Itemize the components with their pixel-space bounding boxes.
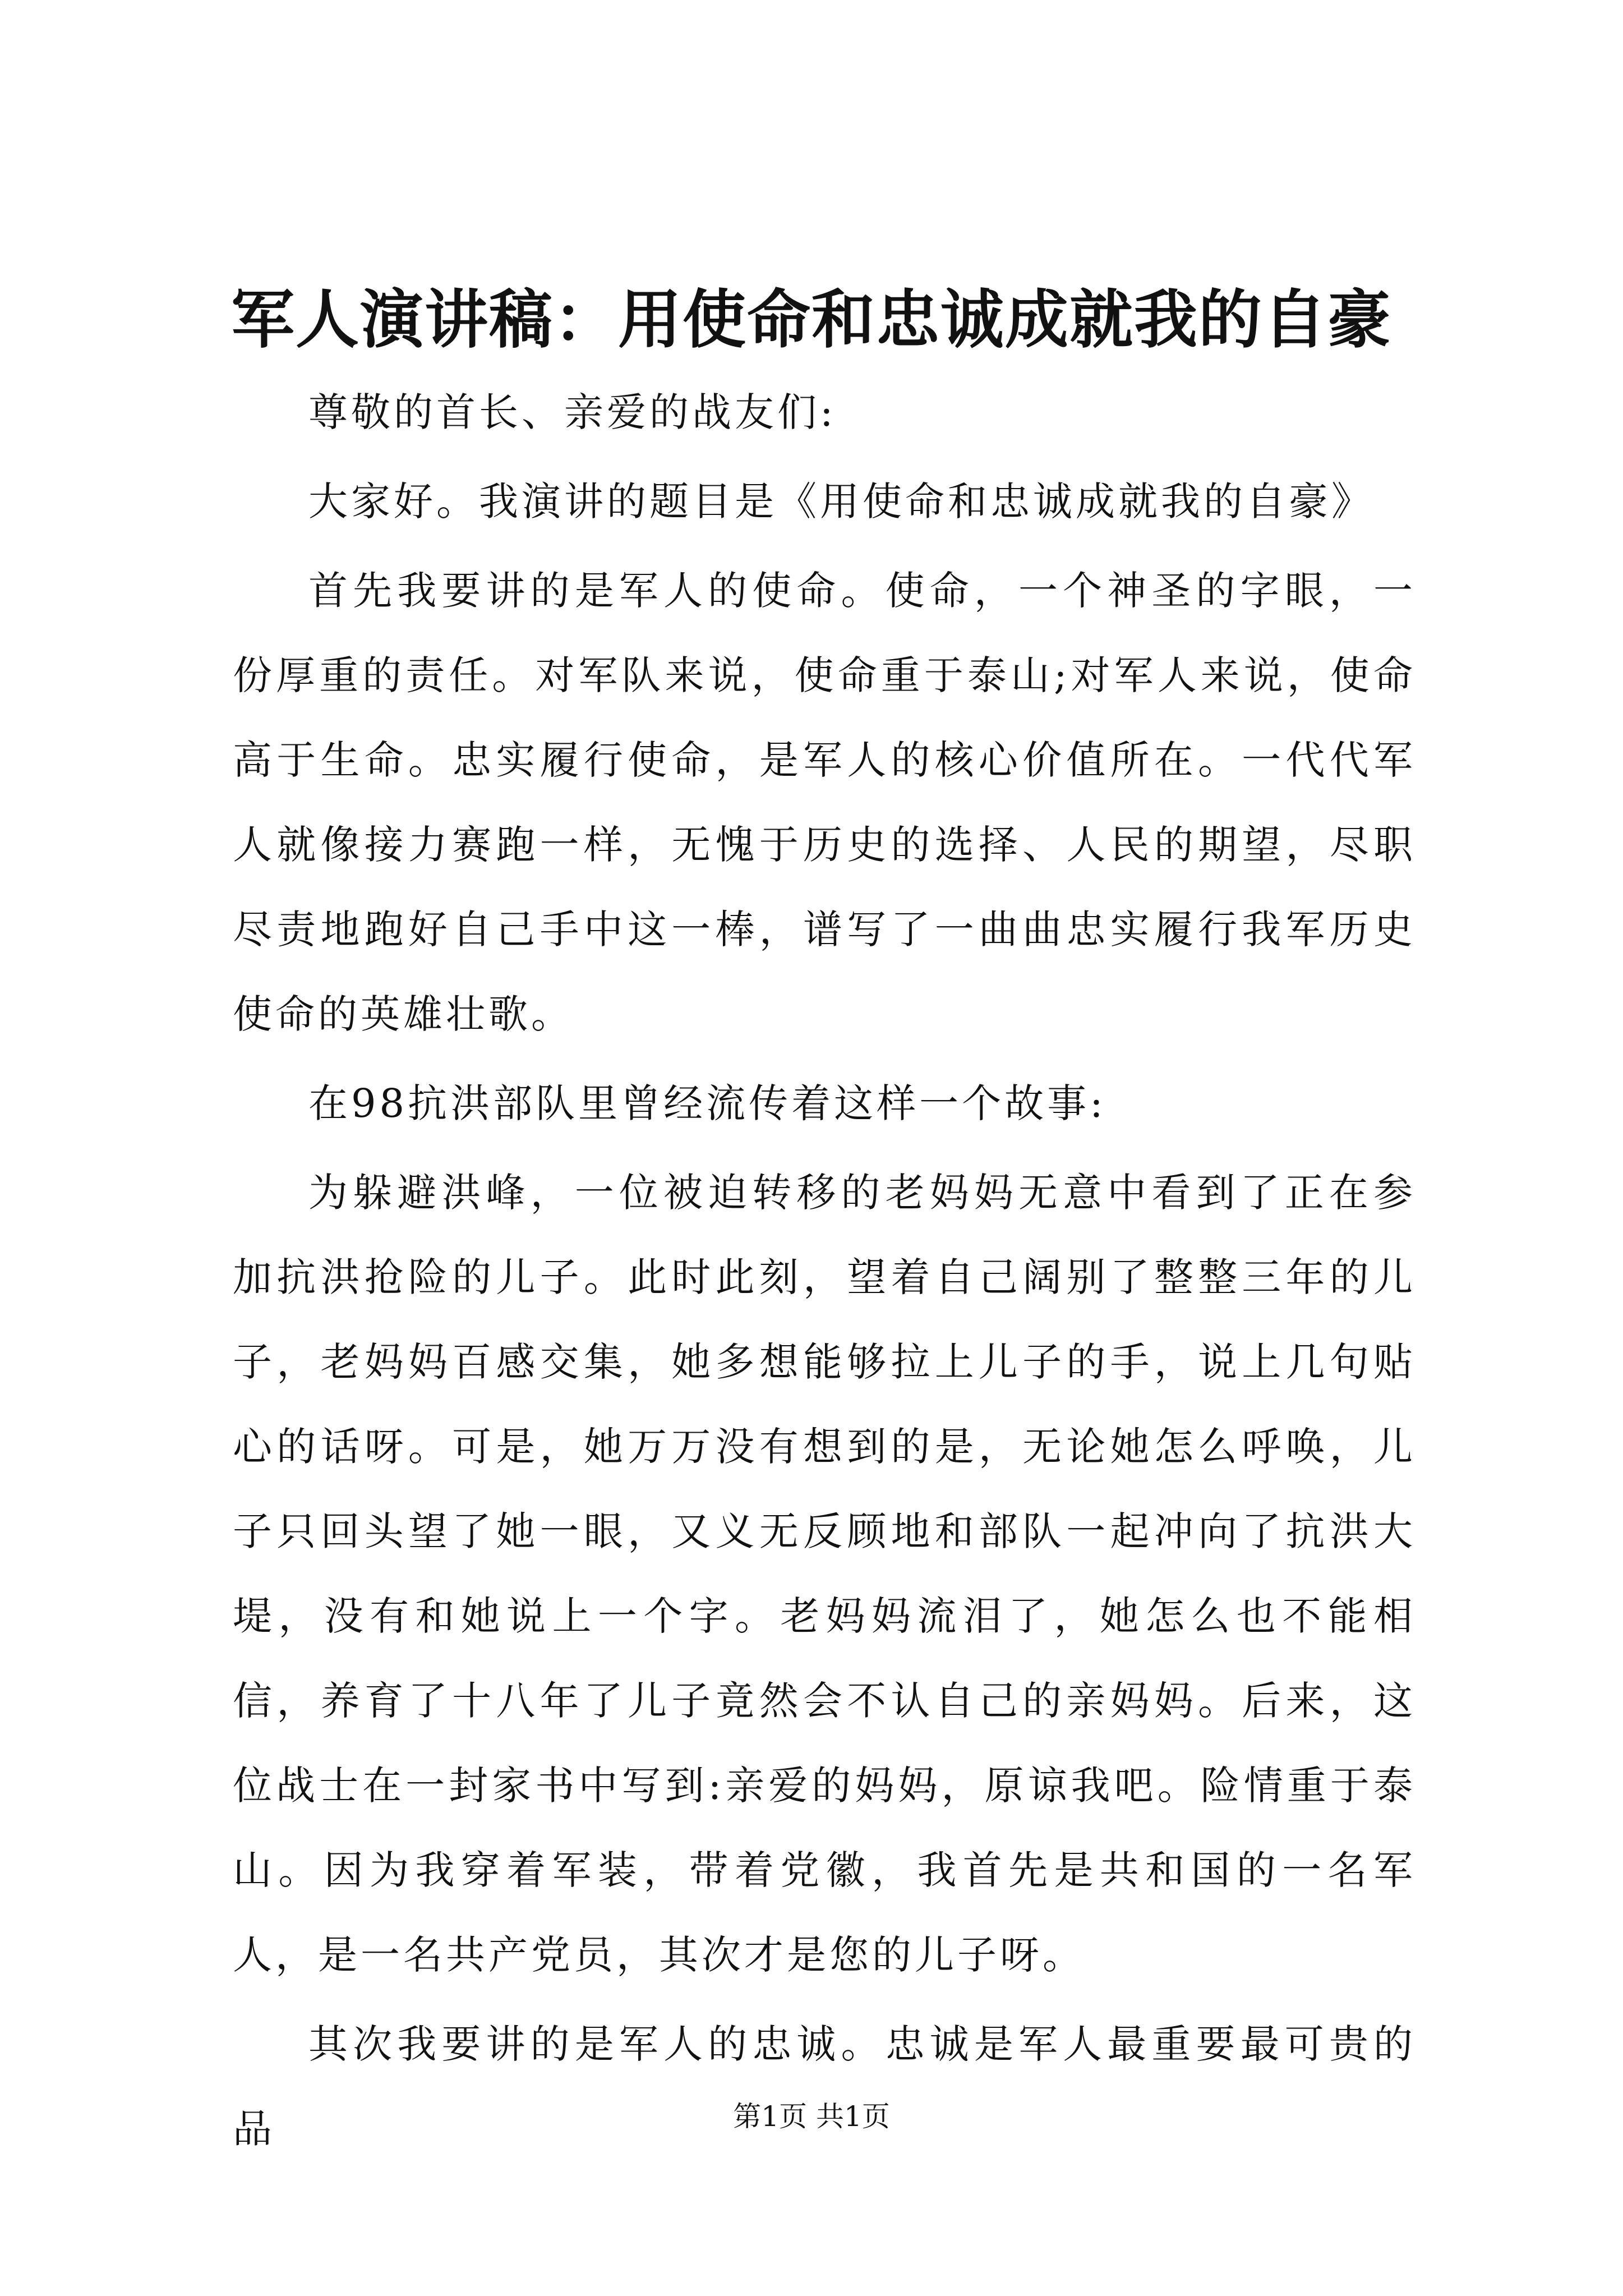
paragraph-loyalty: 其次我要讲的是军人的忠诚。忠诚是军人最重要最可贵的品 bbox=[233, 2021, 1416, 2152]
paragraph-flood-story: 为躲避洪峰，一位被迫转移的老妈妈无意中看到了正在参加抗洪抢险的儿子。此时此刻，望着自己阔别了整整三年的儿子，老妈妈百感交集，她多想能够拉上儿子的手，说上几句贴心的话呀。可是，她万万没有想到的是，无论她怎么呼唤，儿子只回头望了她一眼，又义无反顾地和部队一起冲向了抗洪大堤，没有和她说上一个字。老妈妈流泪了，她怎么也不能相信，养育了十八年了儿子竟然会不认自己的亲妈妈。后来，这位战士在一封家书中写到:亲爱的妈妈，原谅我吧。险情重于泰山。因为我穿着军装，带着党徽，我首先是共和国的一名军人，是一名共产党员，其次才是您的儿子呀。 bbox=[233, 1170, 1416, 1978]
paragraph-mission: 首先我要讲的是军人的使命。使命，一个神圣的字眼，一份厚重的责任。对军队来说，使命重于泰山;对军人来说，使命高于生命。忠实履行使命，是军人的核心价值所在。一代代军人就像接力赛跑一样，无愧于历史的选择、人民的期望，尽职尽责地跑好自己手中这一棒，谱写了一曲曲忠实履行我军历史使命的英雄壮歌。 bbox=[233, 568, 1416, 1037]
document-title: 军人演讲稿：用使命和忠诚成就我的自豪 bbox=[231, 282, 1392, 357]
paragraph-salutation: 尊敬的首长、亲爱的战友们: bbox=[308, 389, 837, 435]
page-footer: 第1页 共1页 bbox=[733, 2100, 890, 2133]
paragraph-story-intro: 在98抗洪部队里曾经流传着这样一个故事: bbox=[308, 1080, 1106, 1126]
paragraph-greeting: 大家好。我演讲的题目是《用使命和忠诚成就我的自豪》 bbox=[308, 478, 1374, 524]
document-body bbox=[233, 370, 1416, 2176]
